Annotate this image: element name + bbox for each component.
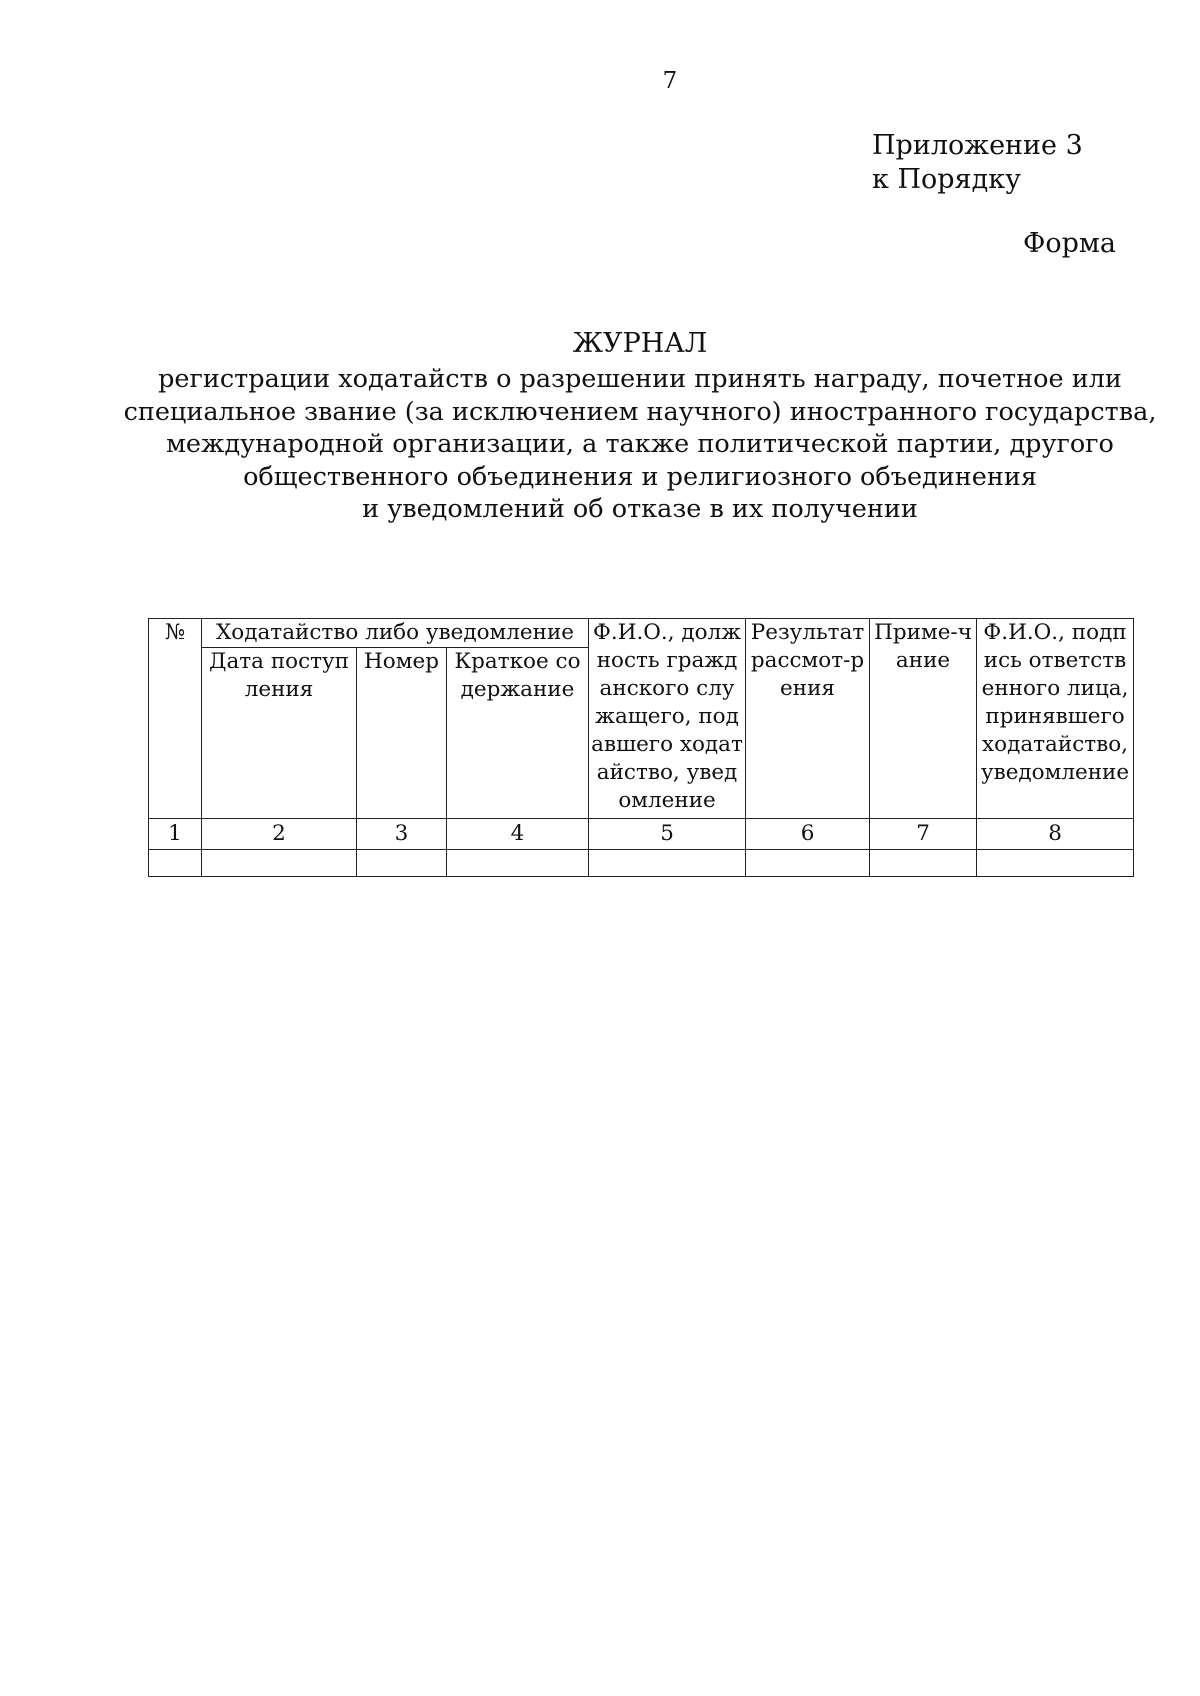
header-petition-group: Ходатайство либо уведомление xyxy=(202,619,589,648)
column-number: 3 xyxy=(357,819,447,850)
column-number: 4 xyxy=(447,819,589,850)
empty-cell xyxy=(357,850,447,877)
document-title xyxy=(120,327,1160,526)
column-number: 1 xyxy=(149,819,202,850)
header-note: Приме-чание xyxy=(870,619,977,819)
column-number: 7 xyxy=(870,819,977,850)
column-number: 2 xyxy=(202,819,357,850)
header-fio-responsible: Ф.И.О., подпись ответственного лица, принявшего ходатайство, уведомление xyxy=(977,619,1134,819)
empty-cell xyxy=(447,850,589,877)
appendix-line-1: Приложение 3 xyxy=(872,130,1083,161)
empty-cell xyxy=(149,850,202,877)
title-main: ЖУРНАЛ xyxy=(572,328,708,359)
page-number: 7 xyxy=(662,68,678,94)
header-fio-employee: Ф.И.О., должность гражданского служащего, подавшего ходатайство, уведомление xyxy=(589,619,746,819)
column-number: 8 xyxy=(977,819,1134,850)
header-result: Результат рассмот-рения xyxy=(746,619,870,819)
header-row-1 xyxy=(149,619,1134,648)
header-summary: Краткое содержание xyxy=(447,648,589,819)
empty-cell xyxy=(589,850,746,877)
column-number: 5 xyxy=(589,819,746,850)
empty-cell xyxy=(202,850,357,877)
title-line: и уведомлений об отказе в их получении xyxy=(362,494,918,524)
appendix-line-2: к Порядку xyxy=(872,164,1021,195)
column-number: 6 xyxy=(746,819,870,850)
title-line: регистрации ходатайств о разрешении принять награду, почетное или xyxy=(158,364,1122,394)
empty-cell xyxy=(746,850,870,877)
empty-cell xyxy=(977,850,1134,877)
header-date: Дата поступления xyxy=(202,648,357,819)
empty-cell xyxy=(870,850,977,877)
header-number-col: Номер xyxy=(357,648,447,819)
title-description xyxy=(120,363,1160,526)
empty-entry-row xyxy=(149,850,1134,877)
journal-table xyxy=(148,618,1134,877)
title-line: международной организации, а также политической партии, другого xyxy=(166,429,1114,459)
column-number-row xyxy=(149,819,1134,850)
appendix-reference xyxy=(872,129,1083,197)
header-number: № xyxy=(149,619,202,819)
title-line: специальное звание (за исключением научного) иностранного государства, xyxy=(123,396,1157,427)
title-line: общественного объединения и религиозного объединения xyxy=(243,461,1037,492)
form-label: Форма xyxy=(1022,228,1116,259)
